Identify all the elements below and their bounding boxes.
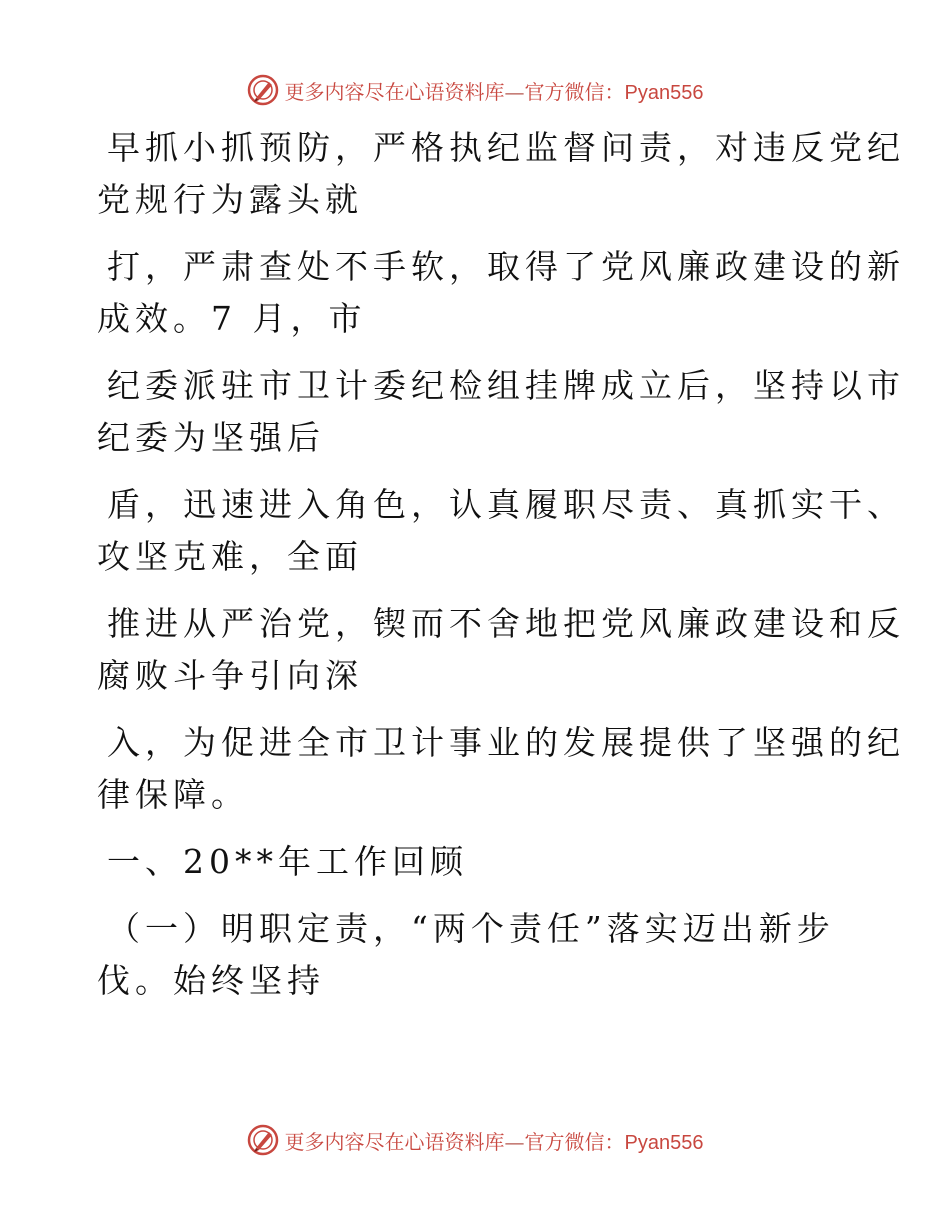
text-line: 伐。始终坚持 (97, 961, 325, 1000)
watermark-wechat-id: Pyan556 (624, 1131, 704, 1154)
footer-watermark (0, 1120, 950, 1160)
watermark-separator: — (504, 1129, 525, 1154)
text-line: 推进从严治党，锲而不舍地把党风廉政建设和反 (107, 604, 905, 643)
text-line: 打，严肃查处不手软，取得了党风廉政建设的新 (107, 247, 905, 286)
document-body (97, 122, 905, 1022)
paragraph (97, 598, 905, 702)
paragraph (97, 241, 905, 345)
watermark-wechat-id: Pyan556 (624, 81, 704, 104)
paragraph (97, 479, 905, 583)
pen-logo-icon (247, 1124, 279, 1156)
text-line: （一）明职定责，“两个责任”落实迈出新步 (107, 909, 835, 948)
header-watermark (0, 70, 950, 110)
watermark-wechat-label: 官方微信： (524, 79, 625, 104)
watermark-separator: — (504, 79, 525, 104)
text-line: 党规行为露头就 (97, 180, 363, 219)
text-line: 攻坚克难，全面 (97, 537, 363, 576)
text-line: 早抓小抓预防，严格执纪监督问责，对违反党纪 (107, 128, 905, 167)
paragraph (97, 717, 905, 821)
pen-logo-icon (247, 74, 279, 106)
watermark-site-text: 更多内容尽在心语资料库 (284, 79, 505, 104)
text-line: 成效。7 月，市 (97, 299, 367, 338)
paragraph (97, 903, 837, 1007)
text-line: 纪委为坚强后 (97, 418, 325, 457)
watermark-wechat-label: 官方微信： (524, 1129, 625, 1154)
watermark-text (285, 76, 704, 105)
paragraph (97, 122, 905, 226)
heading-line: 一、20**年工作回顾 (107, 842, 468, 881)
text-line: 入，为促进全市卫计事业的发展提供了坚强的纪 (107, 723, 905, 762)
text-line: 腐败斗争引向深 (97, 656, 363, 695)
text-line: 律保障。 (97, 775, 249, 814)
paragraph (97, 360, 905, 464)
text-line: 盾，迅速进入角色，认真履职尽责、真抓实干、 (107, 485, 905, 524)
section-heading (97, 836, 837, 888)
watermark-text (285, 1126, 704, 1155)
watermark-site-text: 更多内容尽在心语资料库 (284, 1129, 505, 1154)
text-line: 纪委派驻市卫计委纪检组挂牌成立后，坚持以市 (107, 366, 905, 405)
